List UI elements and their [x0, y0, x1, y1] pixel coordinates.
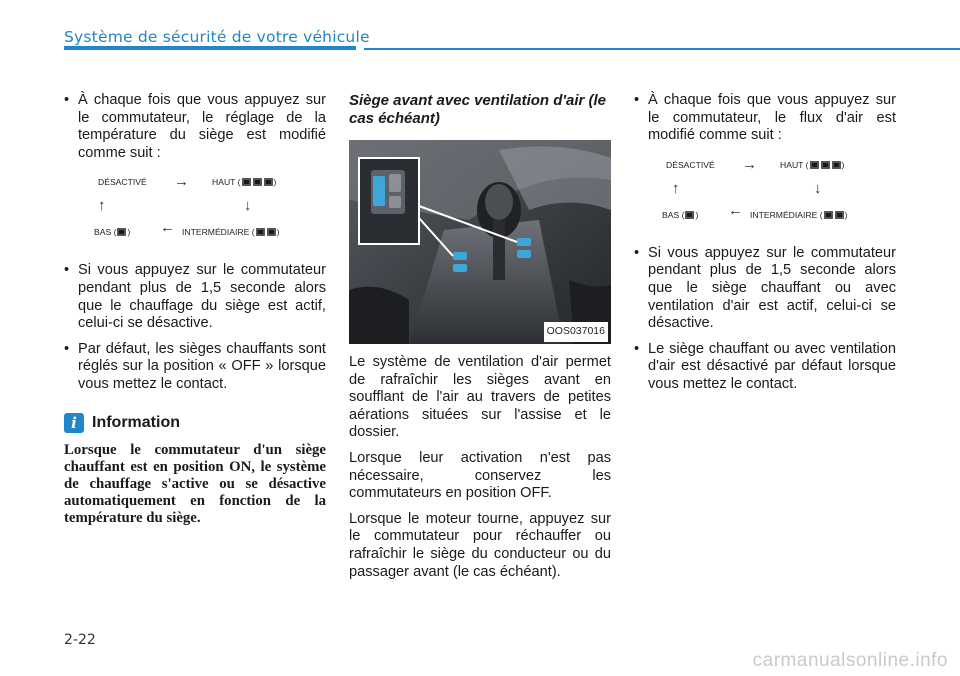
paragraph: Le système de ventilation d'air permet de rafraîchir les sièges avant en soufflant de l'air au travers de petites aérations situées sur l'assise et le dossier. — [349, 354, 611, 441]
seat-level-icon — [255, 227, 277, 239]
arrow-right-icon: → — [174, 173, 189, 191]
bullet-text: Si vous appuyez sur le commutateur pendant plus de 1,5 seconde alors que le chauffage du siège est actif, celui-ci se désactive. — [78, 262, 326, 332]
bullet-item — [634, 341, 896, 394]
page-number: 2-22 — [64, 632, 96, 648]
paragraph: Lorsque le moteur tourne, appuyez sur le commutateur pour réchauffer ou rafraîchir le siège du conducteur ou du passager avant (le cas échéant). — [349, 510, 611, 580]
bullet-dot: • — [64, 92, 70, 108]
header-rule-thin — [364, 48, 960, 50]
chapter-title: Système de sécurité de votre véhicule — [64, 28, 370, 46]
information-heading — [64, 412, 326, 436]
seat-level-icon — [809, 160, 842, 172]
bullet-dot: • — [634, 92, 640, 108]
watermark: carmanualsonline.info — [752, 650, 948, 671]
label-low: BAS ( ) — [662, 209, 699, 220]
console-illustration — [349, 140, 611, 344]
arrow-right-icon: → — [742, 155, 757, 173]
ventilated-seat-switch-photo — [349, 140, 611, 344]
label-high: HAUT ( ) — [780, 159, 845, 170]
arrow-left-icon: ← — [728, 201, 743, 219]
bullet-dot: • — [64, 262, 70, 279]
bullet-dot: • — [634, 340, 640, 357]
arrow-up-icon: ↑ — [672, 179, 680, 197]
seat-level-icon — [116, 227, 127, 239]
arrow-up-icon: ↑ — [98, 197, 106, 215]
bullet-dot: • — [64, 340, 70, 357]
info-icon: i — [64, 413, 84, 433]
header-rule-thick — [64, 46, 356, 50]
label-off: DÉSACTIVÉ — [98, 177, 147, 188]
information-text: Lorsque le commutateur d'un siège chauffant est en position ON, le système de chauffage s'active ou se désactive automatiquement en fonction de la température du siège. — [64, 441, 326, 526]
heating-cycle-diagram — [64, 170, 326, 248]
seat-level-icon — [684, 210, 695, 222]
seat-level-icon — [823, 210, 845, 222]
arrow-down-icon: ↓ — [814, 179, 822, 197]
bullet-dot: • — [634, 244, 640, 261]
label-high: HAUT ( ) — [212, 177, 277, 188]
arrow-down-icon: ↓ — [244, 197, 252, 215]
bullet-text: À chaque fois que vous appuyez sur le commutateur, le flux d'air est modifié comme suit : — [648, 92, 896, 144]
seat-level-icon — [241, 177, 274, 189]
arrow-left-icon: ← — [160, 219, 175, 237]
bullet-item — [64, 341, 326, 394]
label-off: DÉSACTIVÉ — [666, 159, 715, 170]
bullet-item — [634, 92, 896, 145]
image-reference-code: OOS037016 — [544, 322, 608, 342]
bullet-text: Par défaut, les sièges chauffants sont réglés sur la position « OFF » lorsque vous mettez le contact. — [78, 340, 326, 392]
column-1 — [64, 92, 326, 527]
label-medium: INTERMÉDIAIRE ( ) — [750, 209, 848, 220]
column-2 — [349, 92, 611, 589]
label-medium: INTERMÉDIAIRE ( ) — [182, 227, 280, 238]
ventilation-cycle-diagram — [634, 153, 896, 231]
bullet-item — [634, 245, 896, 333]
bullet-text: Si vous appuyez sur le commutateur pendant plus de 1,5 seconde alors que le siège chauffant ou avec ventilation d'air est actif, celui-ci se désactive. — [648, 244, 896, 332]
label-low: BAS ( ) — [94, 227, 131, 238]
column-3 — [634, 92, 896, 402]
bullet-item — [64, 262, 326, 332]
bullet-text: Le siège chauffant ou avec ventilation d'air est désactivé par défaut lorsque vous mettez le contact. — [648, 340, 896, 392]
information-title: Information — [92, 413, 180, 431]
bullet-text: À chaque fois que vous appuyez sur le commutateur, le réglage de la température du siège est modifié comme suit : — [78, 92, 326, 161]
page-header — [0, 0, 960, 56]
bullet-item — [64, 92, 326, 162]
section-title: Siège avant avec ventilation d'air (le cas échéant) — [349, 92, 606, 127]
paragraph: Lorsque leur activation n'est pas nécessaire, conservez les commutateurs en position OFF. — [349, 449, 611, 502]
